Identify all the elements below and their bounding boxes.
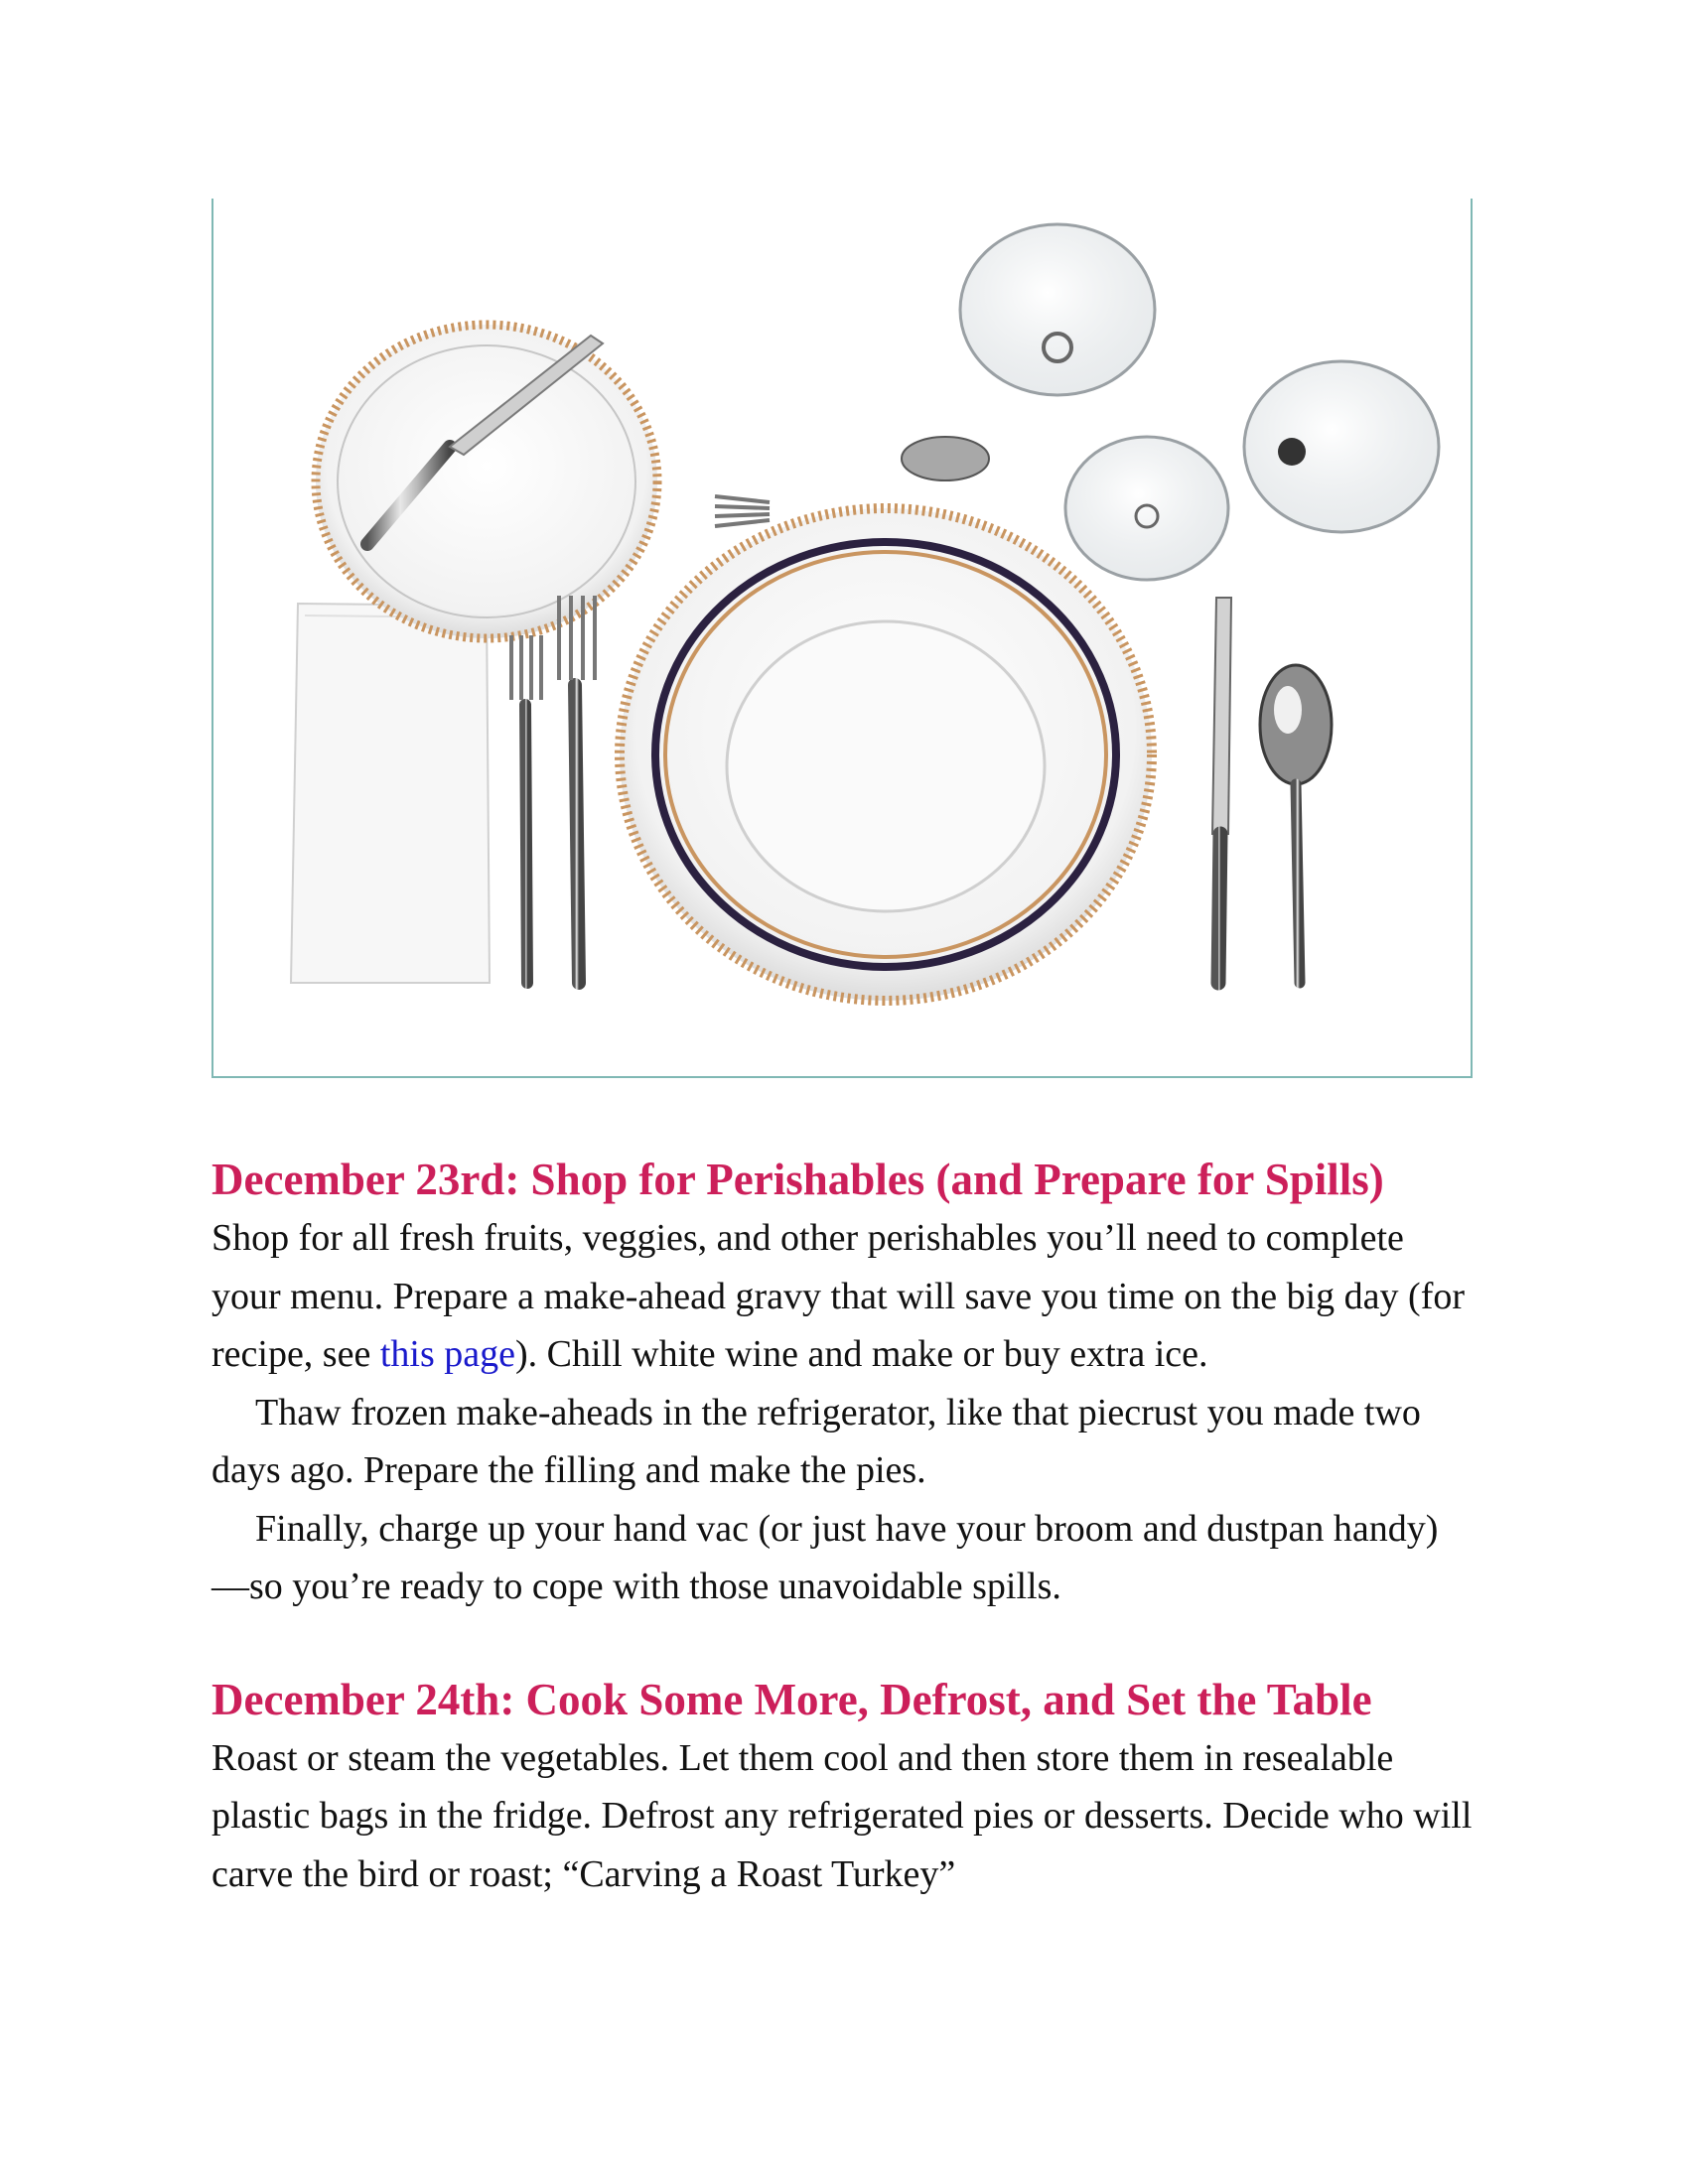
salad-fork — [511, 635, 541, 983]
dinner-fork — [559, 596, 595, 983]
paragraph — [211, 1209, 1473, 1384]
section-heading-dec-24: December 24th: Cook Some More, Defrost, and Set the Table — [211, 1674, 1372, 1724]
dessert-spoon — [728, 437, 989, 480]
dinner-plate — [620, 508, 1152, 1001]
wine-glasses — [960, 224, 1439, 580]
article-content — [211, 1150, 1473, 1903]
bread-plate — [316, 325, 657, 638]
paragraph: Finally, charge up your hand vac (or just have your broom and dustpan handy)—so you’re ready to cope with those unavoidable spills. — [211, 1507, 1439, 1607]
recipe-link[interactable]: this page — [379, 1333, 515, 1375]
napkin — [291, 604, 490, 983]
soup-spoon — [1260, 665, 1332, 983]
section-heading-dec-23: December 23rd: Shop for Perishables (and Prepare for Spills) — [211, 1155, 1384, 1204]
paragraph-text: ). Chill white wine and make or buy extra ice. — [514, 1333, 1208, 1375]
place-setting-illustration — [213, 199, 1471, 1076]
paragraph-text: Shop for all fresh fruits, veggies, and other perishables you’ll need to complete your menu. Prepare a make-ahead gravy that will save you time on the big day (for recipe, see — [211, 1217, 1466, 1375]
dinner-knife — [1212, 598, 1231, 983]
paragraph: Thaw frozen make-aheads in the refrigerator, like that piecrust you made two days ago. Prepare the filling and make the pies. — [211, 1391, 1421, 1491]
place-setting-figure — [211, 199, 1473, 1078]
paragraph: Roast or steam the vegetables. Let them cool and then store them in resealable plastic bags in the fridge. Defrost any refrigerated pies or desserts. Decide who will carve the bird or roast; “Carving a Roast Turkey” — [211, 1736, 1473, 1895]
